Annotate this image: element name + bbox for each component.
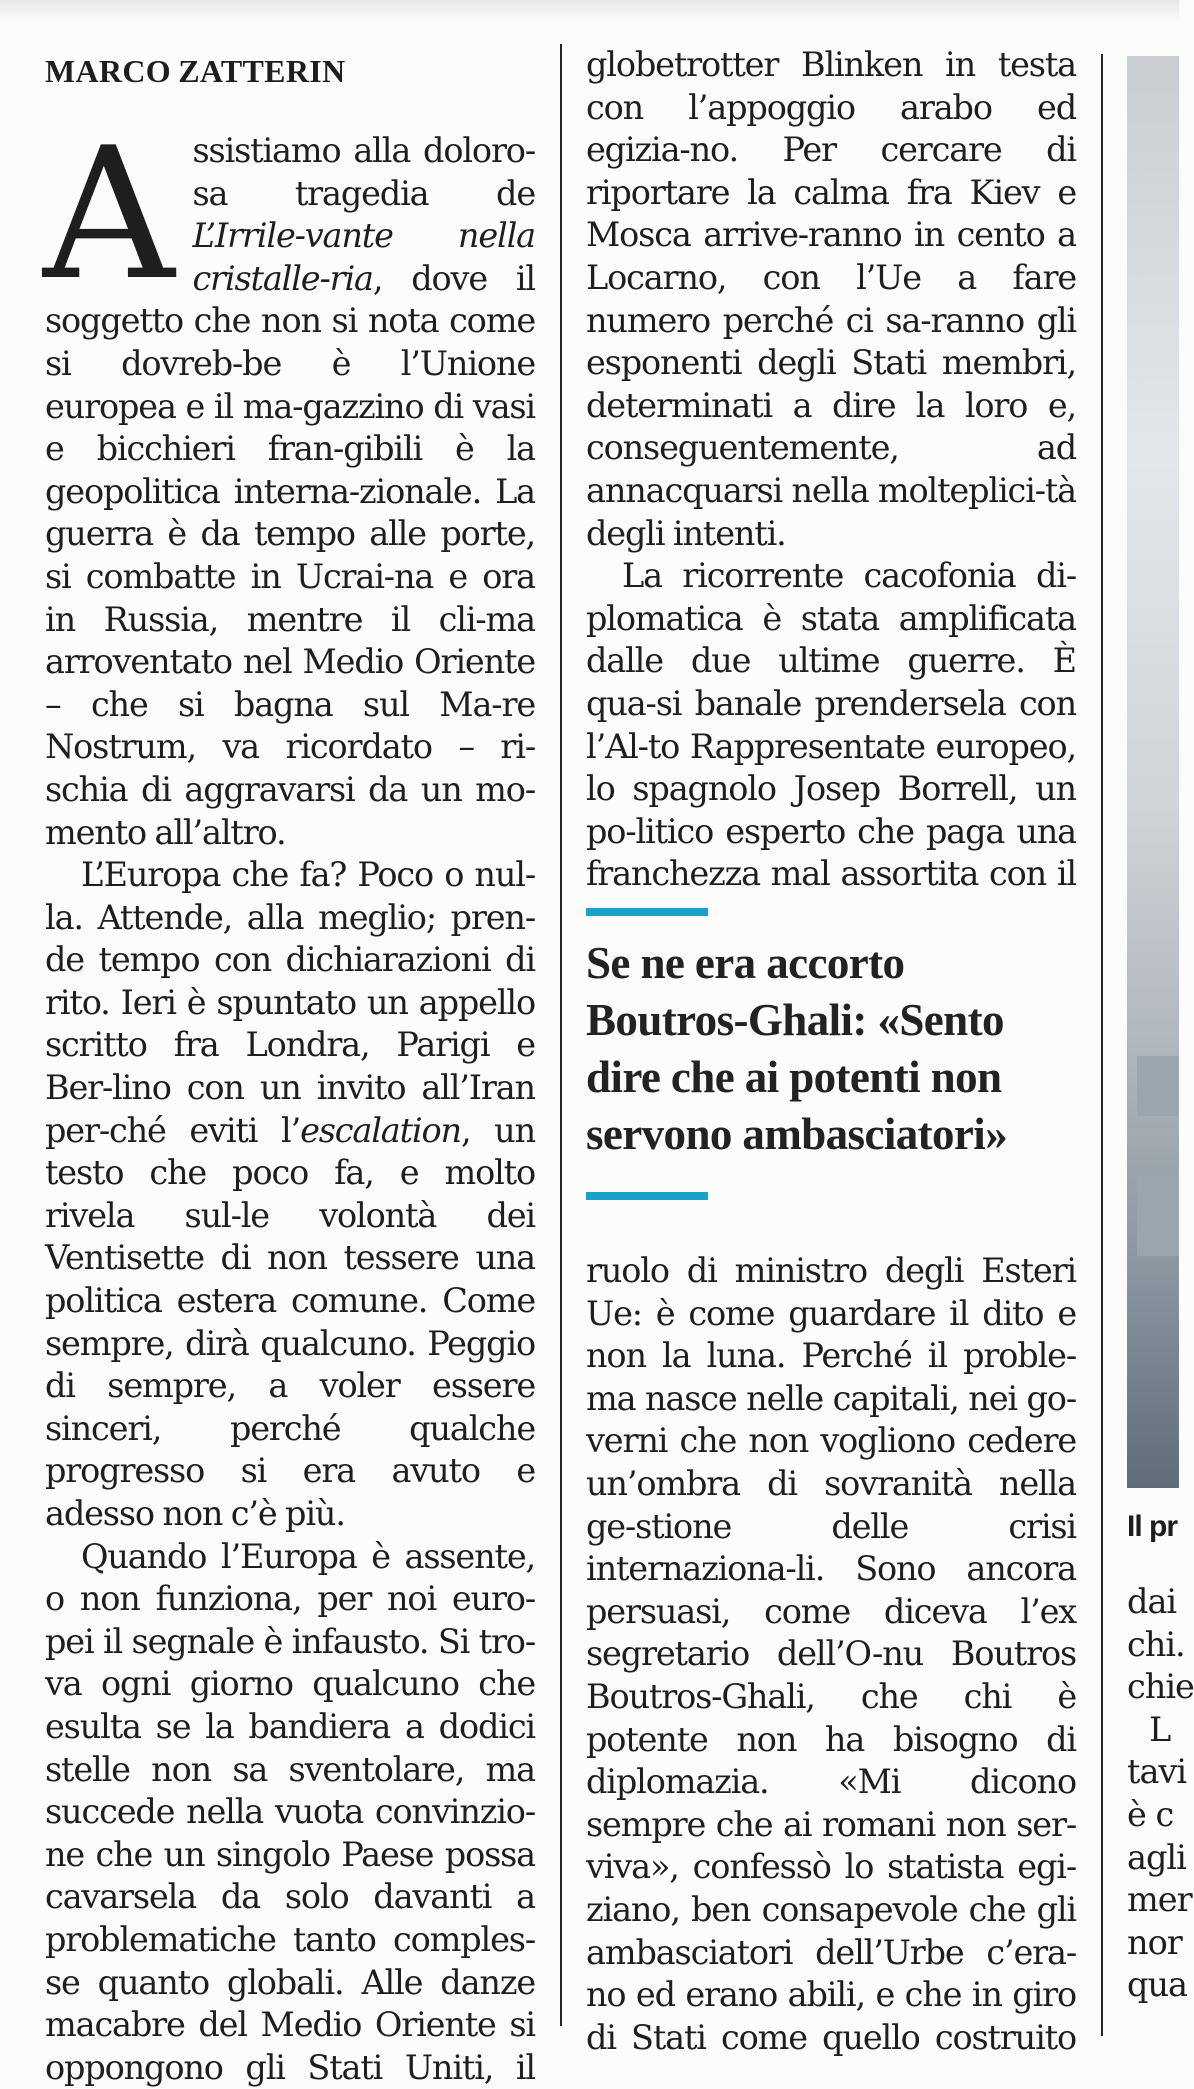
pullquote-bottom-rule <box>586 1192 708 1200</box>
paragraph-5: La ricorrente cacofonia di-plomatica è stata amplificata dalle due ultime guerre. È qua-si banale prendersela con l’Al-to Rappresentate europeo, lo spagnolo Josep Borrell, un po-litico esperto che paga una franchezza mal assortita con il <box>586 556 1076 894</box>
cropped-line: L <box>1149 1709 1171 1749</box>
photo-window-detail <box>1137 1176 1179 1256</box>
cropped-line: tavi <box>1127 1752 1187 1792</box>
paragraph-3: Quando l’Europa è assente, o non funziona, per noi euro-pei il segnale è infausto. Si tro-va ogni giorno qualcuno che esulta se la bandiera a dodici stelle non sa sventolare, ma succede nella vuota convinzio-ne che un singolo Paese possa cavarsela da solo davanti a problematiche tanto comples-se quanto globali. Alle danze macabre del Medio Oriente si oppongono gli Stati Uniti, il <box>45 1536 535 2087</box>
cropped-line: agli <box>1127 1837 1186 1877</box>
photo-window-detail <box>1137 1056 1179 1116</box>
drop-cap: A <box>43 108 175 320</box>
cropped-photo <box>1127 56 1179 1488</box>
cropped-line: dai <box>1127 1582 1177 1621</box>
cropped-line: chi. <box>1127 1624 1185 1664</box>
pullquote-line-2: Boutros-Ghali: «Sento <box>586 995 1004 1045</box>
cropped-line: chie <box>1127 1667 1194 1707</box>
paragraph-2 <box>45 854 535 1536</box>
pullquote-line-3: dire che ai potenti non <box>586 1052 1002 1102</box>
page-top-shadow <box>0 0 1179 22</box>
article-column-2-top <box>586 44 1076 896</box>
pullquote <box>586 935 1086 1163</box>
byline: MARCO ZATTERIN <box>45 53 346 89</box>
article-column-2-bottom <box>586 1250 1076 2059</box>
column-divider-2 <box>1101 54 1103 2036</box>
photo-caption: Il pr <box>1127 1510 1178 1543</box>
article-column-3-cropped <box>1127 1581 1194 2007</box>
cropped-line: nor <box>1127 1922 1182 1962</box>
pullquote-top-rule <box>586 908 708 916</box>
column-divider-1 <box>560 44 562 2026</box>
book-title-italic: L’Irrile-vante nella cristalle-ria <box>192 216 535 298</box>
pullquote-line-1: Se ne era accorto <box>586 938 905 988</box>
paragraph-2-text-b: , un testo che poco fa, e molto rivela sul-le volontà dei Ventisette di non tessere una politica estera comune. Come sempre, dirà qualcuno. Peggio di sempre, a voler essere sinceri, perché qualche progresso si era avuto e adesso non c’è più. <box>45 1110 535 1533</box>
paragraph-2-text-a: L’Europa che fa? Poco o nul-la. Attende, alla meglio; pren-de tempo con dichiarazioni di rito. Ieri è spuntato un appello scritto fra Londra, Parigi e Ber-lino con un invito all’Iran per-ché eviti l’ <box>45 855 535 1150</box>
paragraph-4: globetrotter Blinken in testa con l’appoggio arabo ed egizia-no. Per cercare di riportare la calma fra Kiev e Mosca arrive-ranno in cento a Locarno, con l’Ue a fare numero perché ci sa-ranno gli esponenti degli Stati membri, determinati a dire la loro e, conseguentemente, ad annacquarsi nella molteplici-tà degli intenti. <box>586 45 1076 553</box>
cropped-line: mer <box>1127 1880 1192 1920</box>
paragraph-1-text-a: ssistiamo alla doloro-sa tragedia de <box>192 131 535 213</box>
cropped-line: qua <box>1127 1965 1187 2005</box>
paragraph-1 <box>43 108 535 854</box>
escalation-italic: escalation <box>300 1110 461 1150</box>
cropped-line: è c <box>1127 1794 1174 1834</box>
paragraph-6: ruolo di ministro degli Esteri Ue: è come guardare il dito e non la luna. Perché il proble-ma nasce nelle capitali, nei go-verni che non vogliono cedere un’ombra di sovranità nella ge-stione delle crisi internaziona-li. Sono ancora persuasi, come diceva l’ex segretario dell’O-nu Boutros Boutros-Ghali, che chi è potente non ha bisogno di diplomazia. «Mi dicono sempre che ai romani non ser-viva», confessò lo statista egi-ziano, ben consapevole che gli ambasciatori dell’Urbe c’era-no ed erano abili, e che in giro di Stati come quello costruito <box>586 1251 1076 2057</box>
pullquote-line-4: servono ambasciatori» <box>586 1109 1008 1159</box>
article-column-1 <box>45 44 535 2089</box>
paragraph-1-text-b: , dove il soggetto che non si nota come si dovreb-be è l’Unione europea e il ma-gazzino di vasi e bicchieri fran-gibili è la geopolitica interna-zionale. La guerra è da tempo alle porte, si combatte in Ucrai-na e ora in Russia, mentre il cli-ma arroventato nel Medio Oriente – che si bagna sul Ma-re Nostrum, va ricordato – ri-schia di aggravarsi da un mo-mento all’altro. <box>45 258 535 852</box>
